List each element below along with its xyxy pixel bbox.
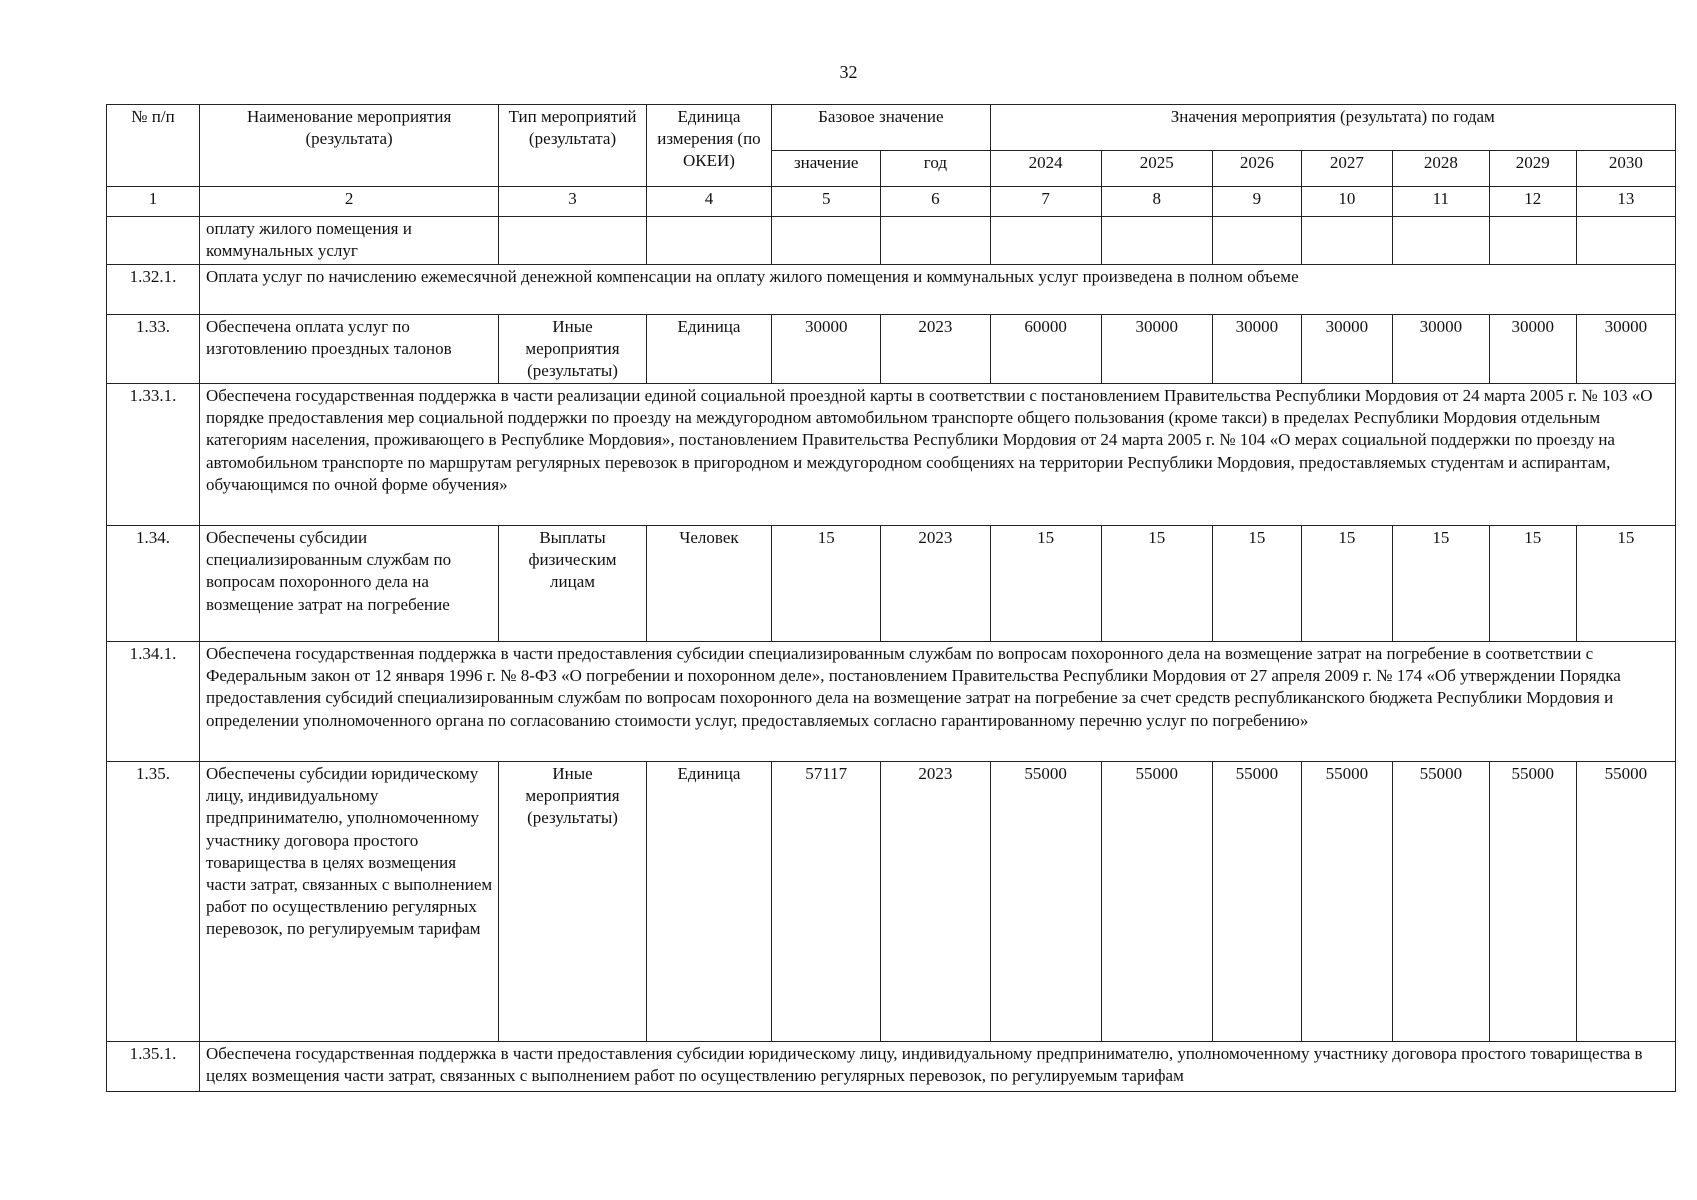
column-index: 11	[1392, 187, 1489, 217]
row-value: 15	[1212, 526, 1301, 642]
row-num: 1.34.	[107, 526, 200, 642]
row-value: 55000	[1489, 762, 1576, 1042]
row-base-value: 30000	[772, 315, 881, 384]
row-value: 30000	[1212, 315, 1301, 384]
row-name: оплату жилого помещения и коммунальных услуг	[200, 217, 499, 265]
header-years-title: Значения мероприятия (результата) по годам	[990, 105, 1676, 151]
row-value: 15	[990, 526, 1101, 642]
column-index: 2	[200, 187, 499, 217]
header-year: 2027	[1301, 151, 1392, 187]
header-year: 2024	[990, 151, 1101, 187]
table-row	[107, 1042, 1676, 1092]
column-index: 3	[499, 187, 647, 217]
header-year: 2030	[1576, 151, 1675, 187]
row-value: 30000	[1301, 315, 1392, 384]
row-value: 55000	[990, 762, 1101, 1042]
row-unit: Единица	[646, 315, 771, 384]
row-unit: Единица	[646, 762, 771, 1042]
row-value: 30000	[1101, 315, 1212, 384]
row-type: Выплаты физическим лицам	[499, 526, 647, 642]
table-row	[107, 526, 1676, 642]
column-index: 1	[107, 187, 200, 217]
row-value: 15	[1101, 526, 1212, 642]
header-unit: Единица измерения (по ОКЕИ)	[646, 105, 771, 187]
header-base: Базовое значение	[772, 105, 990, 151]
row-description: Обеспечена государственная поддержка в части реализации единой социальной проездной карты в соответствии с постановлением Правительства Республики Мордовия от 24 марта 2005 г. № 103 «О порядке предоставления мер социальной поддержки по проезду на междугородном автомобильном транспорте общего пользования (кроме такси) в пределах Республики Мордовия отдельным категориям населения, проживающего в Республике Мордовия», постановлением Правительства Республики Мордовия от 24 марта 2005 г. № 104 «О мерах социальной поддержки по проезду на автомобильном транспорте по маршрутам регулярных перевозок в пригородном и междугородном сообщениях на территории Республики Мордовия, предоставляемых студентам и аспирантам, обучающимся по очной форме обучения»	[200, 384, 1676, 526]
row-value: 15	[1576, 526, 1675, 642]
row-value: 15	[1489, 526, 1576, 642]
header-year: 2026	[1212, 151, 1301, 187]
row-name: Обеспечена оплата услуг по изготовлению проездных талонов	[200, 315, 499, 384]
row-value: 15	[1392, 526, 1489, 642]
results-table	[106, 104, 1676, 1092]
table-row	[107, 315, 1676, 384]
header-num: № п/п	[107, 105, 200, 187]
table-row	[107, 217, 1676, 265]
row-value: 55000	[1212, 762, 1301, 1042]
row-value: 15	[1301, 526, 1392, 642]
header-year: 2025	[1101, 151, 1212, 187]
row-type: Иные мероприятия (результаты)	[499, 315, 647, 384]
row-base-year: 2023	[881, 315, 990, 384]
row-value: 30000	[1489, 315, 1576, 384]
row-value: 60000	[990, 315, 1101, 384]
row-unit: Человек	[646, 526, 771, 642]
column-index: 6	[881, 187, 990, 217]
row-base-year: 2023	[881, 526, 990, 642]
column-index: 10	[1301, 187, 1392, 217]
column-index: 8	[1101, 187, 1212, 217]
row-value: 30000	[1392, 315, 1489, 384]
page-number: 32	[839, 62, 858, 82]
column-index: 4	[646, 187, 771, 217]
row-value: 55000	[1576, 762, 1675, 1042]
row-description: Оплата услуг по начислению ежемесячной денежной компенсации на оплату жилого помещения и коммунальных услуг произведена в полном объеме	[200, 265, 1676, 315]
row-name: Обеспечены субсидии юридическому лицу, индивидуальному предпринимателю, уполномоченному участнику договора простого товарищества в целях возмещения части затрат, связанных с выполнением работ по осуществлению регулярных перевозок, по регулируемым тарифам	[200, 762, 499, 1042]
header-type: Тип мероприятий (результата)	[499, 105, 647, 187]
row-num: 1.33.	[107, 315, 200, 384]
row-value: 55000	[1392, 762, 1489, 1042]
table-row	[107, 762, 1676, 1042]
row-num: 1.34.1.	[107, 642, 200, 762]
column-index: 13	[1576, 187, 1675, 217]
row-num: 1.35.	[107, 762, 200, 1042]
header-base-value: значение	[772, 151, 881, 187]
table-row	[107, 265, 1676, 315]
row-num: 1.33.1.	[107, 384, 200, 526]
row-value: 30000	[1576, 315, 1675, 384]
row-value: 55000	[1101, 762, 1212, 1042]
table-row	[107, 384, 1676, 526]
row-base-value: 15	[772, 526, 881, 642]
row-num: 1.32.1.	[107, 265, 200, 315]
row-type: Иные мероприятия (результаты)	[499, 762, 647, 1042]
row-name: Обеспечены субсидии специализированным службам по вопросам похоронного дела на возмещение затрат на погребение	[200, 526, 499, 642]
row-num: 1.35.1.	[107, 1042, 200, 1092]
header-name: Наименование мероприятия (результата)	[200, 105, 499, 187]
row-description: Обеспечена государственная поддержка в части предоставления субсидии юридическому лицу, индивидуальному предпринимателю, уполномоченному участнику договора простого товарищества в целях возмещения части затрат, связанных с выполнением работ по осуществлению регулярных перевозок, по регулируемым тарифам	[200, 1042, 1676, 1092]
column-index: 12	[1489, 187, 1576, 217]
row-description: Обеспечена государственная поддержка в части предоставления субсидии специализированным службам по вопросам похоронного дела на возмещение затрат на погребение в соответствии с Федеральным закон от 12 января 1996 г. № 8-ФЗ «О погребении и похоронном деле», постановлением Правительства Республики Мордовия от 27 апреля 2009 г. № 174 «Об утверждении Порядка предоставления субсидий специализированным службам по вопросам похоронного дела на возмещение затрат на погребение за счет средств республиканского бюджета Республики Мордовия и определении уполномоченного органа по согласованию стоимости услуг, предоставляемых согласно гарантированному перечню услуг по погребению»	[200, 642, 1676, 762]
header-year: 2029	[1489, 151, 1576, 187]
row-base-year: 2023	[881, 762, 990, 1042]
column-index: 9	[1212, 187, 1301, 217]
row-value: 55000	[1301, 762, 1392, 1042]
table-row	[107, 642, 1676, 762]
column-index: 7	[990, 187, 1101, 217]
row-base-value: 57117	[772, 762, 881, 1042]
column-index: 5	[772, 187, 881, 217]
header-base-year: год	[881, 151, 990, 187]
header-year: 2028	[1392, 151, 1489, 187]
